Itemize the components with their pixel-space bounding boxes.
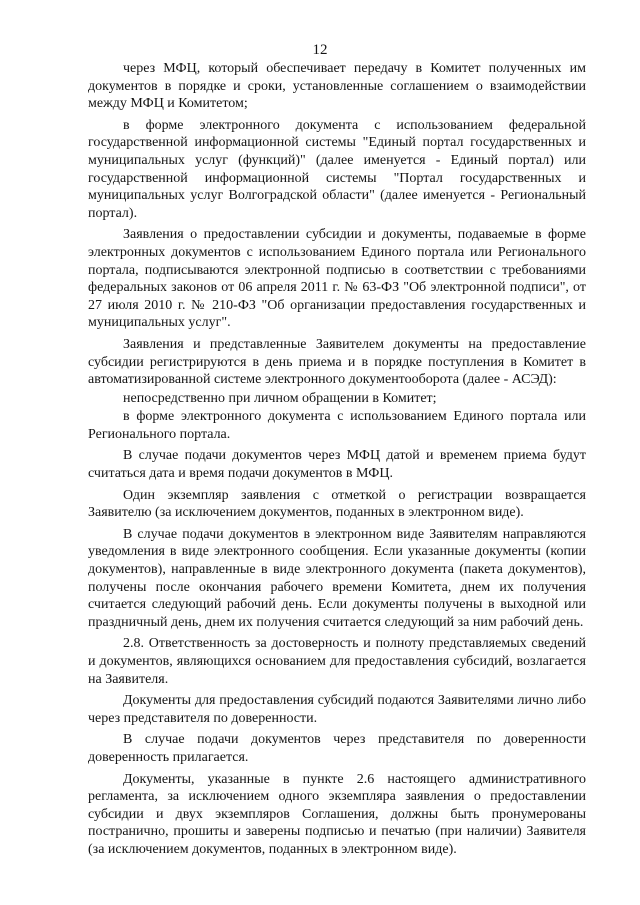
paragraph-portal-submission: в форме электронного документа с использованием Единого портала или Регионального портала. [88, 409, 586, 442]
paragraph-submission-method: Документы для предоставления субсидий подаются Заявителями лично либо через представителя по доверенности. [88, 693, 586, 726]
paragraph-electronic-signature: Заявления о предоставлении субсидии и документы, подаваемые в форме электронных документов с использованием Единого портала или Регионального портала, подписываются электронной подписью в соответствии с требованиями федеральных законов от 06 апреля 2011 г. № 63-ФЗ "Об электронной подписи", от 27 июля 2010 г. № 210-ФЗ "Об организации предоставления государственных и муниципальных услуг". [88, 227, 586, 331]
paragraph-electronic-notification: В случае подачи документов в электронном виде Заявителям направляются уведомления в виде электронного сообщения. Если указанные документы (копии документов), направленные в виде электронного документа (пакета документов), получены после окончания рабочего времени Комитета, днем их получения считается следующий рабочий день. Если документы получены в выходной или праздничный день, днем их получения считается следующий за ним рабочий день. [88, 526, 586, 630]
paragraph-electronic-form: в форме электронного документа с использованием федеральной государственной информационной системы "Единый портал государственных и муниципальных услуг (функций)" (далее именуется - Единый портал) или государственной информационной системы "Портал государственных и муниципальных услуг Волгоградской области" (далее именуется - Региональный портал). [88, 117, 586, 221]
page-number: 12 [312, 42, 328, 58]
paragraph-in-person: непосредственно при личном обращении в Комитет; [123, 390, 437, 406]
document-body [88, 60, 586, 863]
paragraph-numbering: Документы, указанные в пункте 2.6 настоящего административного регламента, за исключением одного экземпляра заявления о предоставлении субсидии и двух экземпляров Соглашения, должны быть пронумерованы постранично, прошиты и заверены подписью и печатью (при наличии) Заявителя (за исключением документов, поданных в электронном виде). [88, 771, 586, 857]
paragraph-power-of-attorney: В случае подачи документов через представителя по доверенности доверенность прилагается. [88, 732, 586, 765]
paragraph-mfc-date: В случае подачи документов через МФЦ датой и временем приема будут считаться дата и время подачи документов в МФЦ. [88, 448, 586, 482]
paragraph-responsibility: 2.8. Ответственность за достоверность и полноту представляемых сведений и документов, являющихся основанием для предоставления субсидий, возлагается на Заявителя. [88, 636, 586, 687]
paragraph-copy-returned: Один экземпляр заявления с отметкой о регистрации возвращается Заявителю (за исключением документов, поданных в электронном виде). [88, 487, 586, 521]
paragraph-mfc-submission: через МФЦ, который обеспечивает передачу в Комитет полученных им документов в порядке и сроки, установленные соглашением о взаимодействии между МФЦ и Комитетом; [88, 61, 586, 112]
paragraph-registration: Заявления и представленные Заявителем документы на предоставление субсидии регистрируются в день приема и в порядке поступления в Комитет в автоматизированной системе электронного документооборота (далее - АСЭД): [88, 336, 586, 388]
